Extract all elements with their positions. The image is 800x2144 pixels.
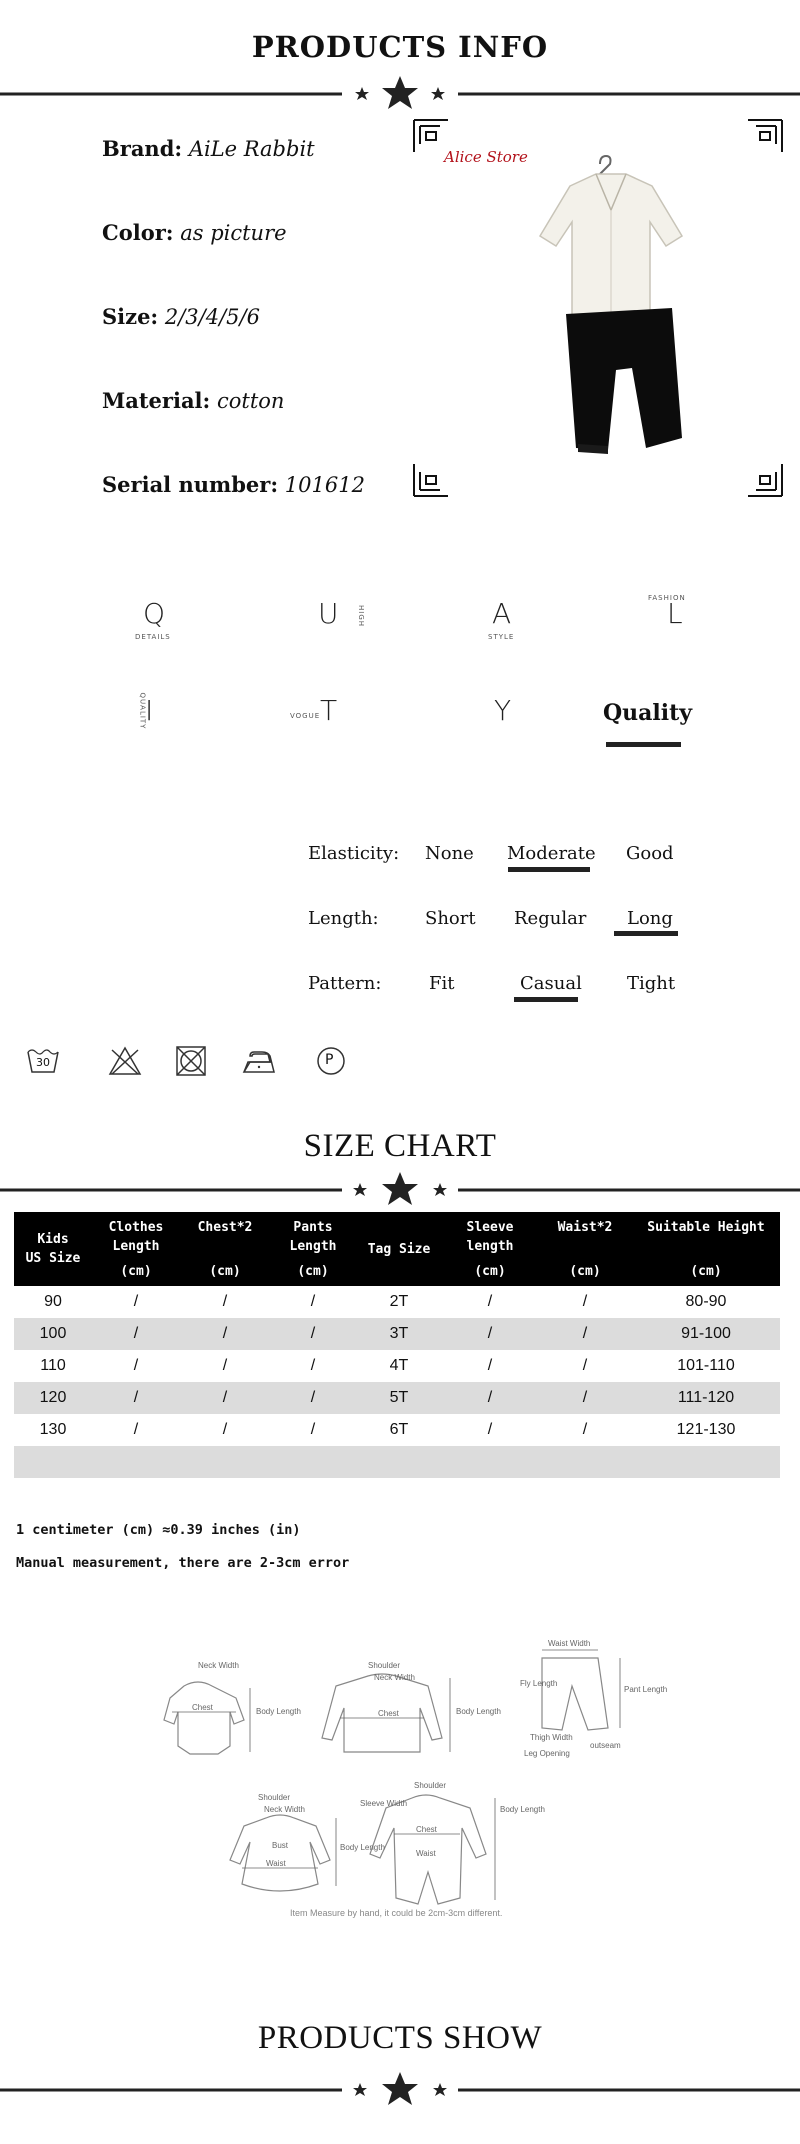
- wash-30-icon: 30: [26, 1046, 60, 1076]
- length-option: Short: [425, 908, 476, 929]
- star-divider: [0, 1170, 800, 1210]
- quality-letter: A: [492, 597, 512, 630]
- star-icon: [355, 87, 369, 100]
- pattern-label: Pattern:: [308, 973, 382, 994]
- elasticity-option: None: [425, 843, 474, 864]
- section-title-products-show: PRODUCTS SHOW: [257, 2020, 543, 2056]
- svg-text:Item Measure by hand, it could: Item Measure by hand, it could be 2cm-3cm different.: [290, 1908, 503, 1918]
- dress-icon: [230, 1815, 330, 1891]
- star-icon: [433, 1183, 447, 1196]
- info-serial: Serial number: 101612: [102, 472, 365, 497]
- svg-text:Leg Opening: Leg Opening: [524, 1749, 570, 1758]
- quality-tag: VOGUE: [290, 712, 321, 720]
- svg-text:Waist: Waist: [416, 1849, 436, 1858]
- pattern-option-selected: Casual: [520, 973, 582, 994]
- store-logo-text: Alice Store: [444, 148, 528, 166]
- star-icon: [433, 2083, 447, 2096]
- quality-letter: Q: [143, 597, 166, 630]
- section-title-size-chart: SIZE CHART: [303, 1128, 497, 1164]
- header-waist: Waist*2 (cm): [538, 1212, 632, 1286]
- quality-tag: HIGH: [357, 604, 366, 628]
- svg-text:Bust: Bust: [272, 1841, 289, 1850]
- conversion-note: 1 centimeter (cm) ≈0.39 inches (in): [16, 1522, 301, 1538]
- table-row: 100 / / / 3T / / 91-100: [14, 1318, 780, 1350]
- bodysuit-icon: [164, 1682, 244, 1754]
- info-color: Color: as picture: [102, 220, 287, 245]
- star-divider: [0, 2070, 800, 2110]
- elasticity-option-selected: Moderate: [507, 843, 596, 864]
- svg-text:Fly Length: Fly Length: [520, 1679, 558, 1688]
- star-icon: [353, 2083, 367, 2096]
- svg-text:Waist: Waist: [266, 1859, 286, 1868]
- header-pants-length: Pants Length (cm): [270, 1212, 356, 1286]
- svg-text:Body Length: Body Length: [256, 1707, 301, 1716]
- header-sleeve-length: Sleeve length (cm): [442, 1212, 538, 1286]
- iron-icon: [242, 1046, 276, 1076]
- quality-letter: I: [145, 694, 154, 727]
- info-size: Size: 2/3/4/5/6: [102, 304, 260, 329]
- svg-text:Chest: Chest: [192, 1703, 213, 1712]
- svg-text:Neck Width: Neck Width: [374, 1673, 415, 1682]
- svg-text:Body Length: Body Length: [456, 1707, 501, 1716]
- header-chest: Chest*2 (cm): [180, 1212, 270, 1286]
- pants-icon: [542, 1658, 608, 1730]
- dry-clean-p-icon: P: [314, 1046, 348, 1076]
- quality-tag: STYLE: [488, 633, 515, 641]
- selected-underline: [508, 867, 590, 872]
- elasticity-option: Good: [626, 843, 674, 864]
- svg-text:Body Length: Body Length: [500, 1805, 545, 1814]
- quality-underline: [606, 742, 681, 747]
- header-suitable-height: Suitable Height (cm): [632, 1212, 780, 1286]
- table-header-row: [14, 1212, 780, 1286]
- length-option-selected: Long: [627, 908, 673, 929]
- svg-text:Neck Width: Neck Width: [264, 1805, 305, 1814]
- quality-letter: Y: [494, 694, 512, 727]
- svg-text:Chest: Chest: [378, 1709, 399, 1718]
- elasticity-label: Elasticity:: [308, 843, 400, 864]
- svg-text:Thigh Width: Thigh Width: [530, 1733, 573, 1742]
- selected-underline: [514, 997, 578, 1002]
- quality-tag: FASHION: [648, 594, 686, 602]
- pattern-option: Fit: [429, 973, 455, 994]
- star-icon: [382, 1172, 418, 1205]
- selected-underline: [614, 931, 678, 936]
- quality-tag: QUALITY: [138, 692, 147, 730]
- svg-text:Neck Width: Neck Width: [198, 1661, 239, 1670]
- length-option: Regular: [514, 908, 587, 929]
- svg-text:Waist Width: Waist Width: [548, 1639, 591, 1648]
- header-tag-size: Tag Size: [356, 1212, 442, 1286]
- no-bleach-icon: [108, 1046, 142, 1076]
- table-row: 130 / / / 6T / / 121-130: [39, 1421, 736, 1438]
- table-row: 110 / / / 4T / / 101-110: [40, 1357, 735, 1374]
- quality-letter: U: [318, 597, 339, 630]
- info-material: Material: cotton: [102, 388, 285, 413]
- header-clothes-length: Clothes Length (cm): [92, 1212, 180, 1286]
- svg-text:outseam: outseam: [590, 1741, 621, 1750]
- measurement-diagram: [150, 1628, 668, 1918]
- quality-letter: T: [320, 694, 338, 727]
- star-icon: [382, 76, 418, 109]
- pattern-option: Tight: [627, 973, 676, 994]
- section-title-products-info: PRODUCTS INFO: [251, 30, 549, 64]
- star-icon: [431, 87, 445, 100]
- svg-text:Body Length: Body Length: [340, 1843, 385, 1852]
- svg-text:Sleeve Width: Sleeve Width: [360, 1799, 408, 1808]
- product-photo-frame: [410, 118, 786, 498]
- table-row: [14, 1446, 780, 1478]
- info-brand: Brand: AiLe Rabbit: [102, 136, 315, 161]
- no-tumble-dry-icon: [174, 1046, 208, 1076]
- star-divider: [0, 74, 800, 114]
- star-icon: [353, 1183, 367, 1196]
- quality-word: Quality: [603, 700, 693, 726]
- length-label: Length:: [308, 908, 379, 929]
- svg-text:Chest: Chest: [416, 1825, 437, 1834]
- table-row: 90 / / / 2T / / 80-90: [44, 1293, 727, 1310]
- quality-letter: L: [667, 597, 683, 630]
- star-icon: [382, 2072, 418, 2105]
- svg-text:Shoulder: Shoulder: [368, 1661, 401, 1670]
- svg-text:Shoulder: Shoulder: [414, 1781, 447, 1790]
- header-kids-us-size: Kids US Size: [14, 1212, 92, 1286]
- size-chart-table: [14, 1212, 780, 1478]
- svg-text:Pant Length: Pant Length: [624, 1685, 668, 1694]
- table-row: 120 / / / 5T / / 111-120: [14, 1382, 780, 1414]
- quality-tag: DETAILS: [135, 633, 171, 641]
- svg-text:Shoulder: Shoulder: [258, 1793, 291, 1802]
- error-note: Manual measurement, there are 2-3cm error: [16, 1555, 350, 1571]
